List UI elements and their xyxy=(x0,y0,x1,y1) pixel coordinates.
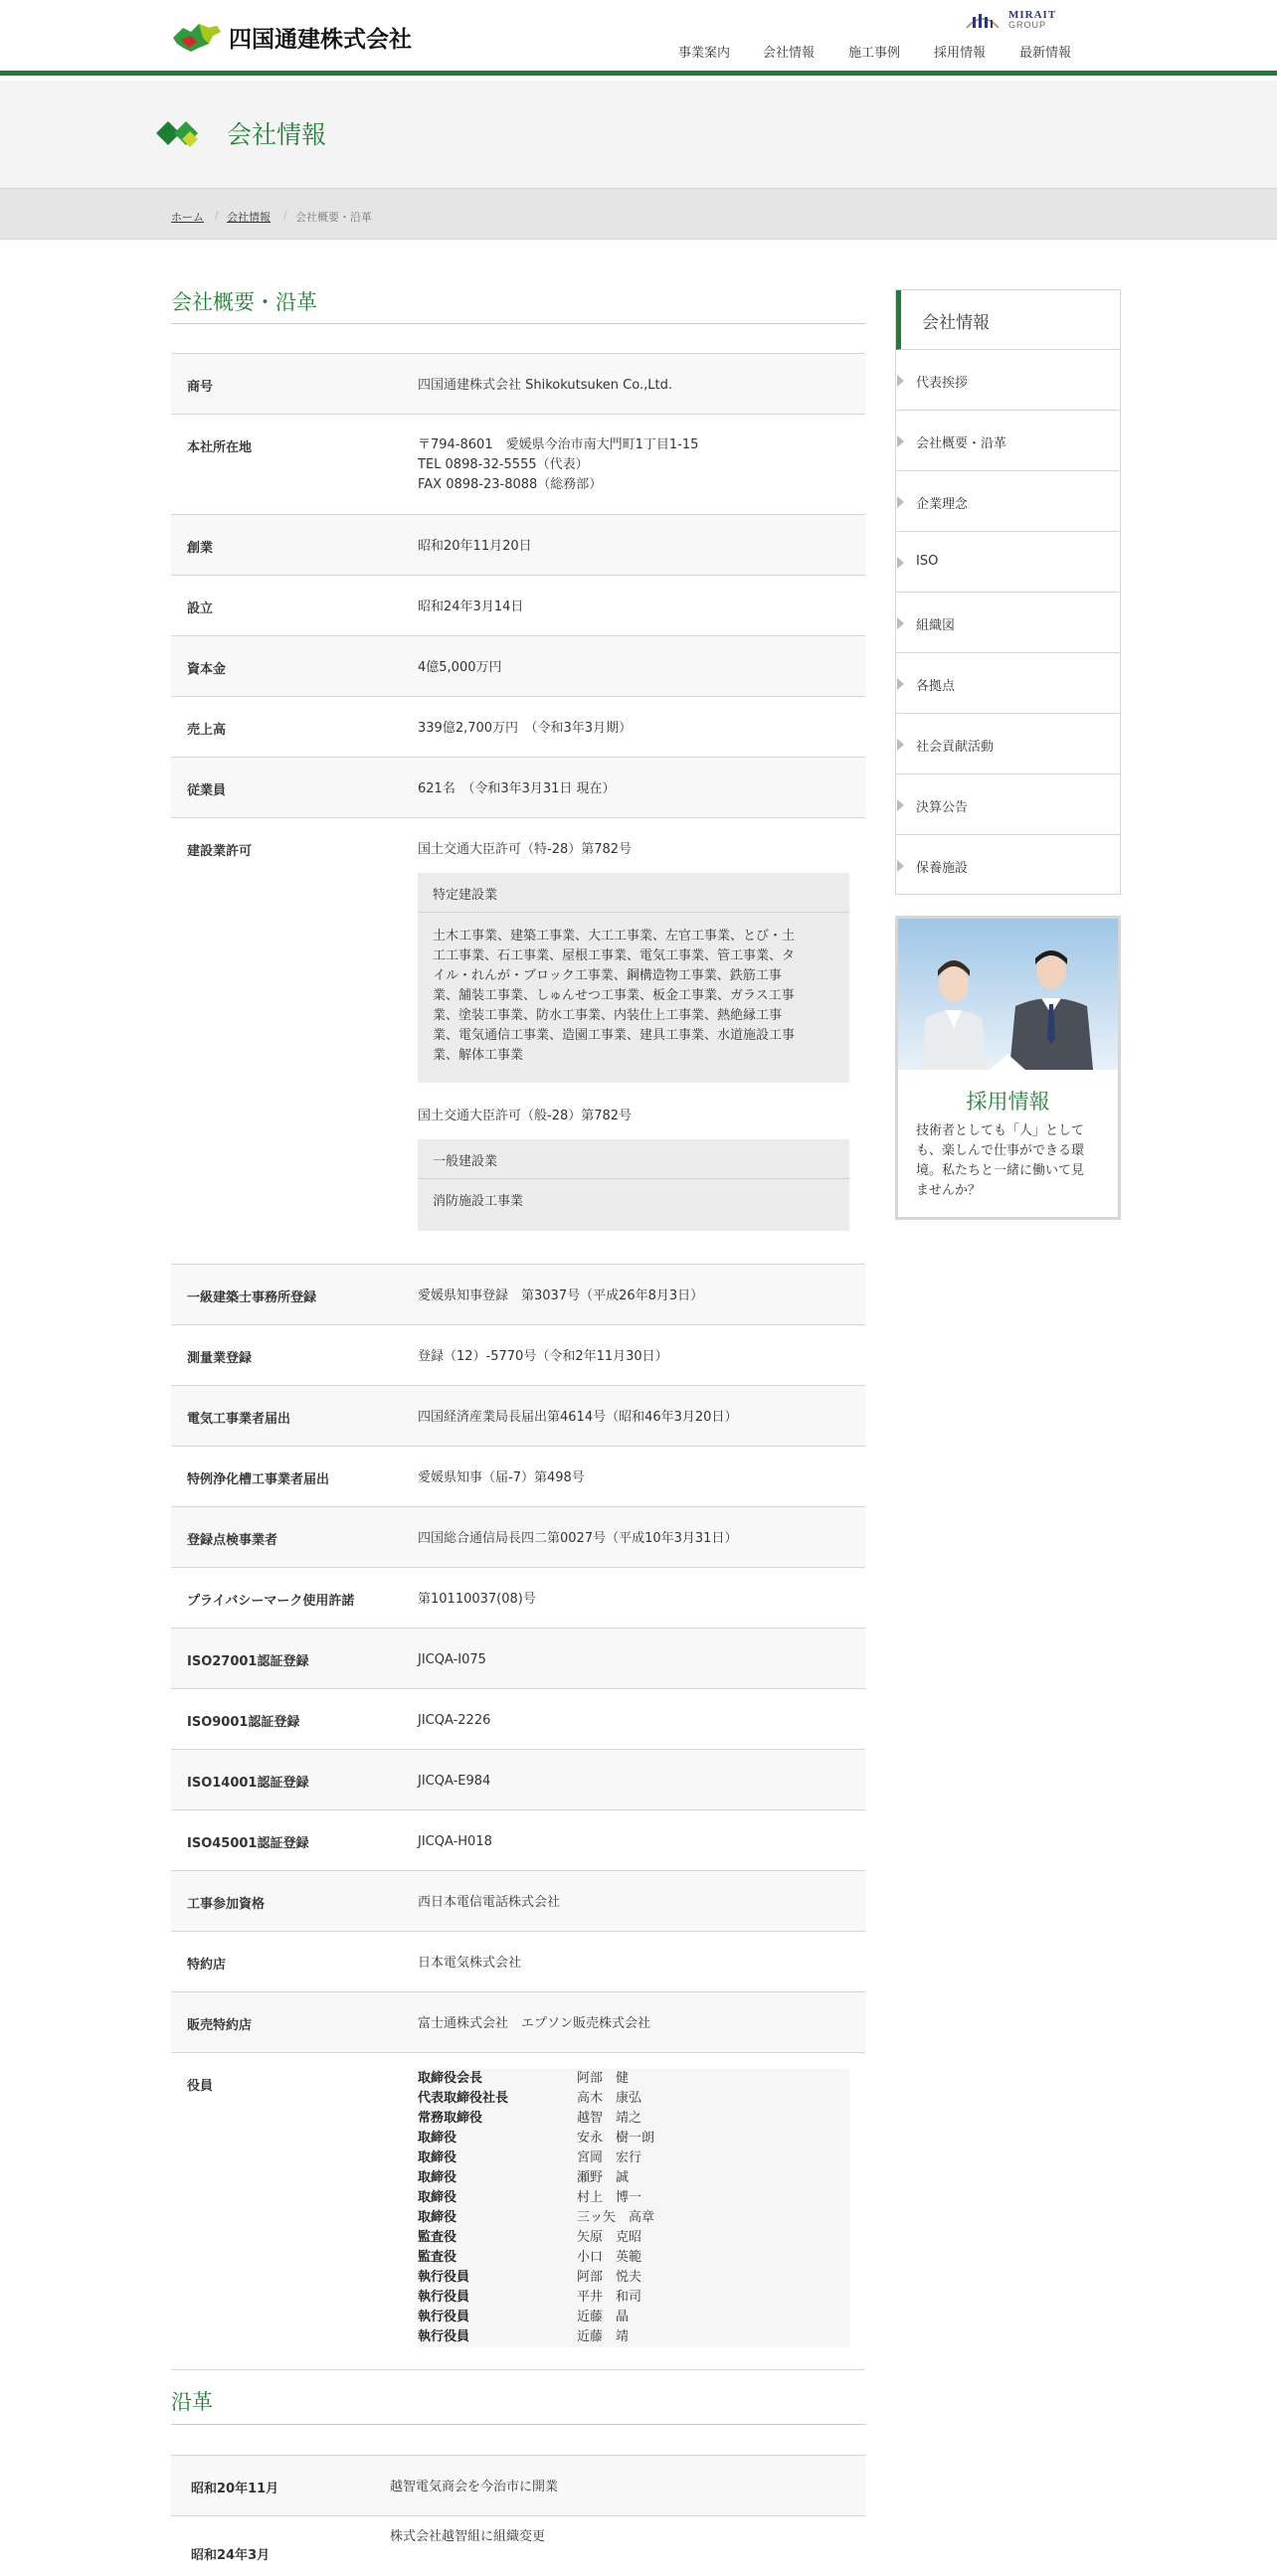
table-row xyxy=(171,2052,865,2370)
row-value: 四国総合通信局長四二第0027号（平成10年3月31日） xyxy=(418,1531,738,1546)
recruit-title: 採用情報 xyxy=(966,1090,1050,1114)
sidebar-item-overview[interactable] xyxy=(896,411,1120,471)
officer-title: 監査役 xyxy=(418,2230,457,2245)
heading-divider xyxy=(171,2424,865,2425)
table-row xyxy=(171,1506,865,1567)
row-value: 愛媛県知事（届-7）第498号 xyxy=(418,1470,585,1485)
sidebar-item-resort[interactable] xyxy=(896,835,1120,895)
row-value: 富士通株式会社 エプソン販売株式会社 xyxy=(418,2016,651,2031)
row-value: 愛媛県知事登録 第3037号（平成26年8月3日） xyxy=(418,1288,704,1303)
breadcrumb-current: 会社概要・沿革 xyxy=(295,211,372,224)
history-text: 株式会社越智組に組織変更 xyxy=(390,2529,546,2544)
text-line: ませんか？ xyxy=(916,1183,982,1198)
row-label: 特例浄化槽工事業者届出 xyxy=(187,1472,330,1487)
breadcrumb-separator: / xyxy=(215,209,219,222)
officer-name: 三ッ矢 高章 xyxy=(577,2210,655,2225)
officer-title: 執行役員 xyxy=(418,2329,470,2344)
text-line: 技術者としても「人」として xyxy=(916,1123,1085,1138)
row-value: 登録（12）-5770号（令和2年11月30日） xyxy=(418,1349,668,1364)
nav-recruit[interactable]: 採用情報 xyxy=(934,46,987,61)
officer-title: 執行役員 xyxy=(418,2290,470,2305)
row-value: 西日本電信電話株式会社 xyxy=(418,1895,561,1910)
officer-name: 村上 博一 xyxy=(577,2190,642,2205)
breadcrumb-home[interactable]: ホーム xyxy=(171,211,204,224)
row-label: プライバシーマーク使用許諾 xyxy=(187,1594,355,1609)
text-line: 業、塗装工事業、防水工事業、内装仕上工事業、熱絶縁工事 xyxy=(433,1008,783,1023)
mirait-group-logo[interactable] xyxy=(963,6,1056,34)
general-construction-box xyxy=(418,1139,849,1231)
table-row xyxy=(171,353,865,414)
officer-title: 取締役 xyxy=(418,2190,457,2205)
table-row xyxy=(171,1264,865,1324)
table-row xyxy=(171,514,865,575)
address-line: 〒794-8601 愛媛県今治市南大門町1丁目1-15 xyxy=(418,437,699,452)
sidebar-item-iso[interactable] xyxy=(896,532,1120,593)
row-value: JICQA-E984 xyxy=(418,1774,491,1789)
chevron-right-icon xyxy=(897,678,904,690)
officer-name: 宮岡 宏行 xyxy=(577,2150,642,2165)
fax-line: FAX 0898-23-8088（総務部） xyxy=(418,477,603,492)
chevron-right-icon xyxy=(897,496,904,508)
recruit-banner[interactable] xyxy=(895,916,1121,1220)
text-line: 業、舗装工事業、しゅんせつ工事業、板金工事業、ガラス工事 xyxy=(433,988,795,1003)
row-value: 昭和20年11月20日 xyxy=(418,539,532,554)
row-value xyxy=(418,435,698,495)
officer-title: 執行役員 xyxy=(418,2270,470,2285)
row-label: 商号 xyxy=(187,380,214,395)
table-row xyxy=(171,1324,865,1385)
sidebar-item-social-contribution[interactable] xyxy=(896,714,1120,774)
officer-title: 代表取締役社長 xyxy=(418,2091,509,2106)
row-label: 役員 xyxy=(187,2079,214,2094)
officer-title: 取締役 xyxy=(418,2170,457,2185)
general-permit: 国土交通大臣許可（般-28）第782号 xyxy=(418,1109,633,1123)
row-label: ISO27001認証登録 xyxy=(187,1654,309,1669)
text-line: 土木工事業、建築工事業、大工工事業、左官工事業、とび・土 xyxy=(433,929,796,944)
breadcrumb-separator: / xyxy=(283,209,287,222)
history-date: 昭和24年3月 xyxy=(191,2548,271,2563)
row-value: 四国経済産業局長届出第4614号（昭和46年3月20日） xyxy=(418,1410,738,1425)
row-label: 従業員 xyxy=(187,783,227,798)
row-value: 621名 （令和3年3月31日 現在） xyxy=(418,781,616,796)
officer-name: 阿部 悦夫 xyxy=(577,2270,642,2285)
officer-title: 取締役 xyxy=(418,2210,457,2225)
table-row xyxy=(171,1385,865,1446)
row-label: ISO45001認証登録 xyxy=(187,1836,309,1851)
row-label: 建設業許可 xyxy=(187,844,253,859)
sidebar-item-label: 会社概要・沿革 xyxy=(916,436,1007,451)
breadcrumb xyxy=(0,188,1277,240)
text-line: 業、解体工事業 xyxy=(433,1048,524,1063)
sidebar-item-label: 決算公告 xyxy=(916,800,969,815)
general-box-body: 消防施設工事業 xyxy=(433,1194,524,1209)
officer-name: 矢原 克昭 xyxy=(577,2230,642,2245)
sidebar-item-label: 組織図 xyxy=(916,618,956,633)
row-label: 登録点検事業者 xyxy=(187,1533,278,1548)
heading-divider xyxy=(171,323,865,324)
site-header xyxy=(0,0,1277,76)
mirait-text: MIRAIT xyxy=(1008,9,1057,21)
special-box-body xyxy=(418,913,849,1080)
row-label: 販売特約店 xyxy=(187,2018,253,2033)
text-line: も、楽しんで仕事ができる環 xyxy=(916,1143,1085,1158)
text-line: イル・れんが・ブロック工事業、鋼構造物工事業、鉄筋工事 xyxy=(433,968,782,983)
row-value: 四国通建株式会社 Shikokutsuken Co.,Ltd. xyxy=(418,378,672,393)
text-line: 境。私たちと一緒に働いて見 xyxy=(916,1163,1085,1178)
nav-company[interactable]: 会社情報 xyxy=(763,46,816,61)
mirait-group-logo-icon xyxy=(963,8,1003,32)
table-row xyxy=(171,1809,865,1870)
breadcrumb-company[interactable]: 会社情報 xyxy=(227,211,271,224)
table-row xyxy=(171,414,865,514)
sidebar-title: 会社情報 xyxy=(896,290,1120,350)
sidebar-item-label: 保養施設 xyxy=(916,861,969,876)
table-row xyxy=(171,1567,865,1628)
sidebar-nav xyxy=(895,289,1121,895)
group-text: GROUP xyxy=(1008,20,1047,30)
row-label: 工事参加資格 xyxy=(187,1897,266,1912)
row-label: 設立 xyxy=(187,601,214,616)
table-row xyxy=(171,696,865,757)
officer-title: 取締役 xyxy=(418,2131,457,2146)
recruit-people-illustration xyxy=(898,919,1118,1070)
row-value: 日本電気株式会社 xyxy=(418,1956,522,1971)
sidebar-item-label: 各拠点 xyxy=(916,679,956,694)
row-label: 一級建築士事務所登録 xyxy=(187,1290,317,1305)
table-row xyxy=(171,1931,865,1991)
sidebar-item-label: ISO xyxy=(916,554,939,569)
chevron-right-icon xyxy=(897,375,904,387)
nav-business[interactable]: 事業案内 xyxy=(678,46,731,61)
nav-news[interactable]: 最新情報 xyxy=(1019,46,1072,61)
officer-title: 執行役員 xyxy=(418,2310,470,2324)
officer-name: 安永 樹一朗 xyxy=(577,2131,655,2146)
table-row xyxy=(171,1991,865,2052)
sidebar-item-organization[interactable] xyxy=(896,593,1120,653)
chevron-right-icon xyxy=(897,435,904,447)
text-line: 工工事業、石工事業、屋根工事業、電気工事業、管工事業、タ xyxy=(433,948,796,963)
officer-name: 平井 和司 xyxy=(577,2290,642,2305)
table-row xyxy=(171,1446,865,1506)
row-label: 特約店 xyxy=(187,1958,227,1973)
row-label: 創業 xyxy=(187,541,214,556)
special-construction-box xyxy=(418,873,849,1083)
section-diamond-icon xyxy=(156,117,204,149)
table-row xyxy=(171,1749,865,1809)
officer-name: 近藤 晶 xyxy=(577,2310,630,2324)
sidebar-item-financial-notice[interactable] xyxy=(896,774,1120,835)
text-line: 業、電気通信工事業、造園工事業、建具工事業、水道施設工事 xyxy=(433,1028,796,1043)
page-title: 会社情報 xyxy=(227,120,327,149)
table-row xyxy=(171,2515,865,2576)
history-text: 越智電気商会を今治市に開業 xyxy=(390,2480,559,2494)
row-label: 電気工事業者届出 xyxy=(187,1412,291,1427)
row-label: 資本金 xyxy=(187,662,227,677)
recruit-photo xyxy=(898,919,1118,1070)
general-box-title: 一般建設業 xyxy=(418,1139,849,1179)
row-label: 本社所在地 xyxy=(187,440,253,455)
sidebar-item-label: 代表挨拶 xyxy=(916,376,969,391)
sidebar-item-philosophy[interactable] xyxy=(896,471,1120,532)
chevron-right-icon xyxy=(897,557,904,569)
officer-name: 近藤 靖 xyxy=(577,2329,630,2344)
tel-line: TEL 0898-32-5555（代表） xyxy=(418,457,589,472)
officer-list xyxy=(418,2069,849,2347)
global-nav xyxy=(0,42,1277,64)
row-value: 昭和24年3月14日 xyxy=(418,600,524,614)
officer-title: 取締役 xyxy=(418,2150,457,2165)
sidebar-item-label: 社会貢献活動 xyxy=(916,740,995,755)
row-label: 測量業登録 xyxy=(187,1351,253,1366)
row-value: 4億5,000万円 xyxy=(418,660,502,675)
table-row xyxy=(171,635,865,696)
officer-title: 常務取締役 xyxy=(418,2111,483,2126)
special-box-title: 特定建設業 xyxy=(418,873,849,913)
chevron-right-icon xyxy=(897,799,904,811)
nav-works[interactable]: 施工事例 xyxy=(848,46,901,61)
officer-name: 小口 英範 xyxy=(577,2250,642,2265)
row-label: ISO14001認証登録 xyxy=(187,1776,309,1791)
sidebar-item-greeting[interactable] xyxy=(896,350,1120,411)
sidebar-item-label: 企業理念 xyxy=(916,497,969,512)
table-row xyxy=(171,2455,865,2515)
table-row xyxy=(171,1628,865,1688)
table-row xyxy=(171,817,865,1264)
officer-title: 監査役 xyxy=(418,2250,457,2265)
overview-heading: 会社概要・沿革 xyxy=(171,290,317,314)
table-row xyxy=(171,575,865,635)
officer-name: 越智 靖之 xyxy=(577,2111,642,2126)
row-label: ISO9001認証登録 xyxy=(187,1715,300,1730)
chevron-right-icon xyxy=(897,617,904,629)
officer-name: 阿部 健 xyxy=(577,2071,630,2086)
sidebar-item-locations[interactable] xyxy=(896,653,1120,714)
recruit-description xyxy=(916,1121,1105,1201)
table-row xyxy=(171,757,865,817)
history-heading: 沿革 xyxy=(171,2390,213,2414)
special-permit: 国土交通大臣許可（特-28）第782号 xyxy=(418,842,633,857)
table-row xyxy=(171,1688,865,1749)
table-row xyxy=(171,1870,865,1931)
officer-name: 高木 康弘 xyxy=(577,2091,642,2106)
row-value: 第10110037(08)号 xyxy=(418,1592,536,1607)
company-name: 四国通建株式会社 xyxy=(229,26,412,53)
row-label: 売上高 xyxy=(187,723,227,738)
row-value: JICQA-I075 xyxy=(418,1652,486,1667)
chevron-right-icon xyxy=(897,860,904,872)
row-value: JICQA-H018 xyxy=(418,1834,492,1849)
chevron-right-icon xyxy=(897,739,904,751)
row-value: 339億2,700万円 （令和3年3月期） xyxy=(418,721,633,736)
officer-title: 取締役会長 xyxy=(418,2071,483,2086)
officer-name: 瀬野 誠 xyxy=(577,2170,630,2185)
row-value: JICQA-2226 xyxy=(418,1713,491,1728)
history-date: 昭和20年11月 xyxy=(191,2482,279,2496)
